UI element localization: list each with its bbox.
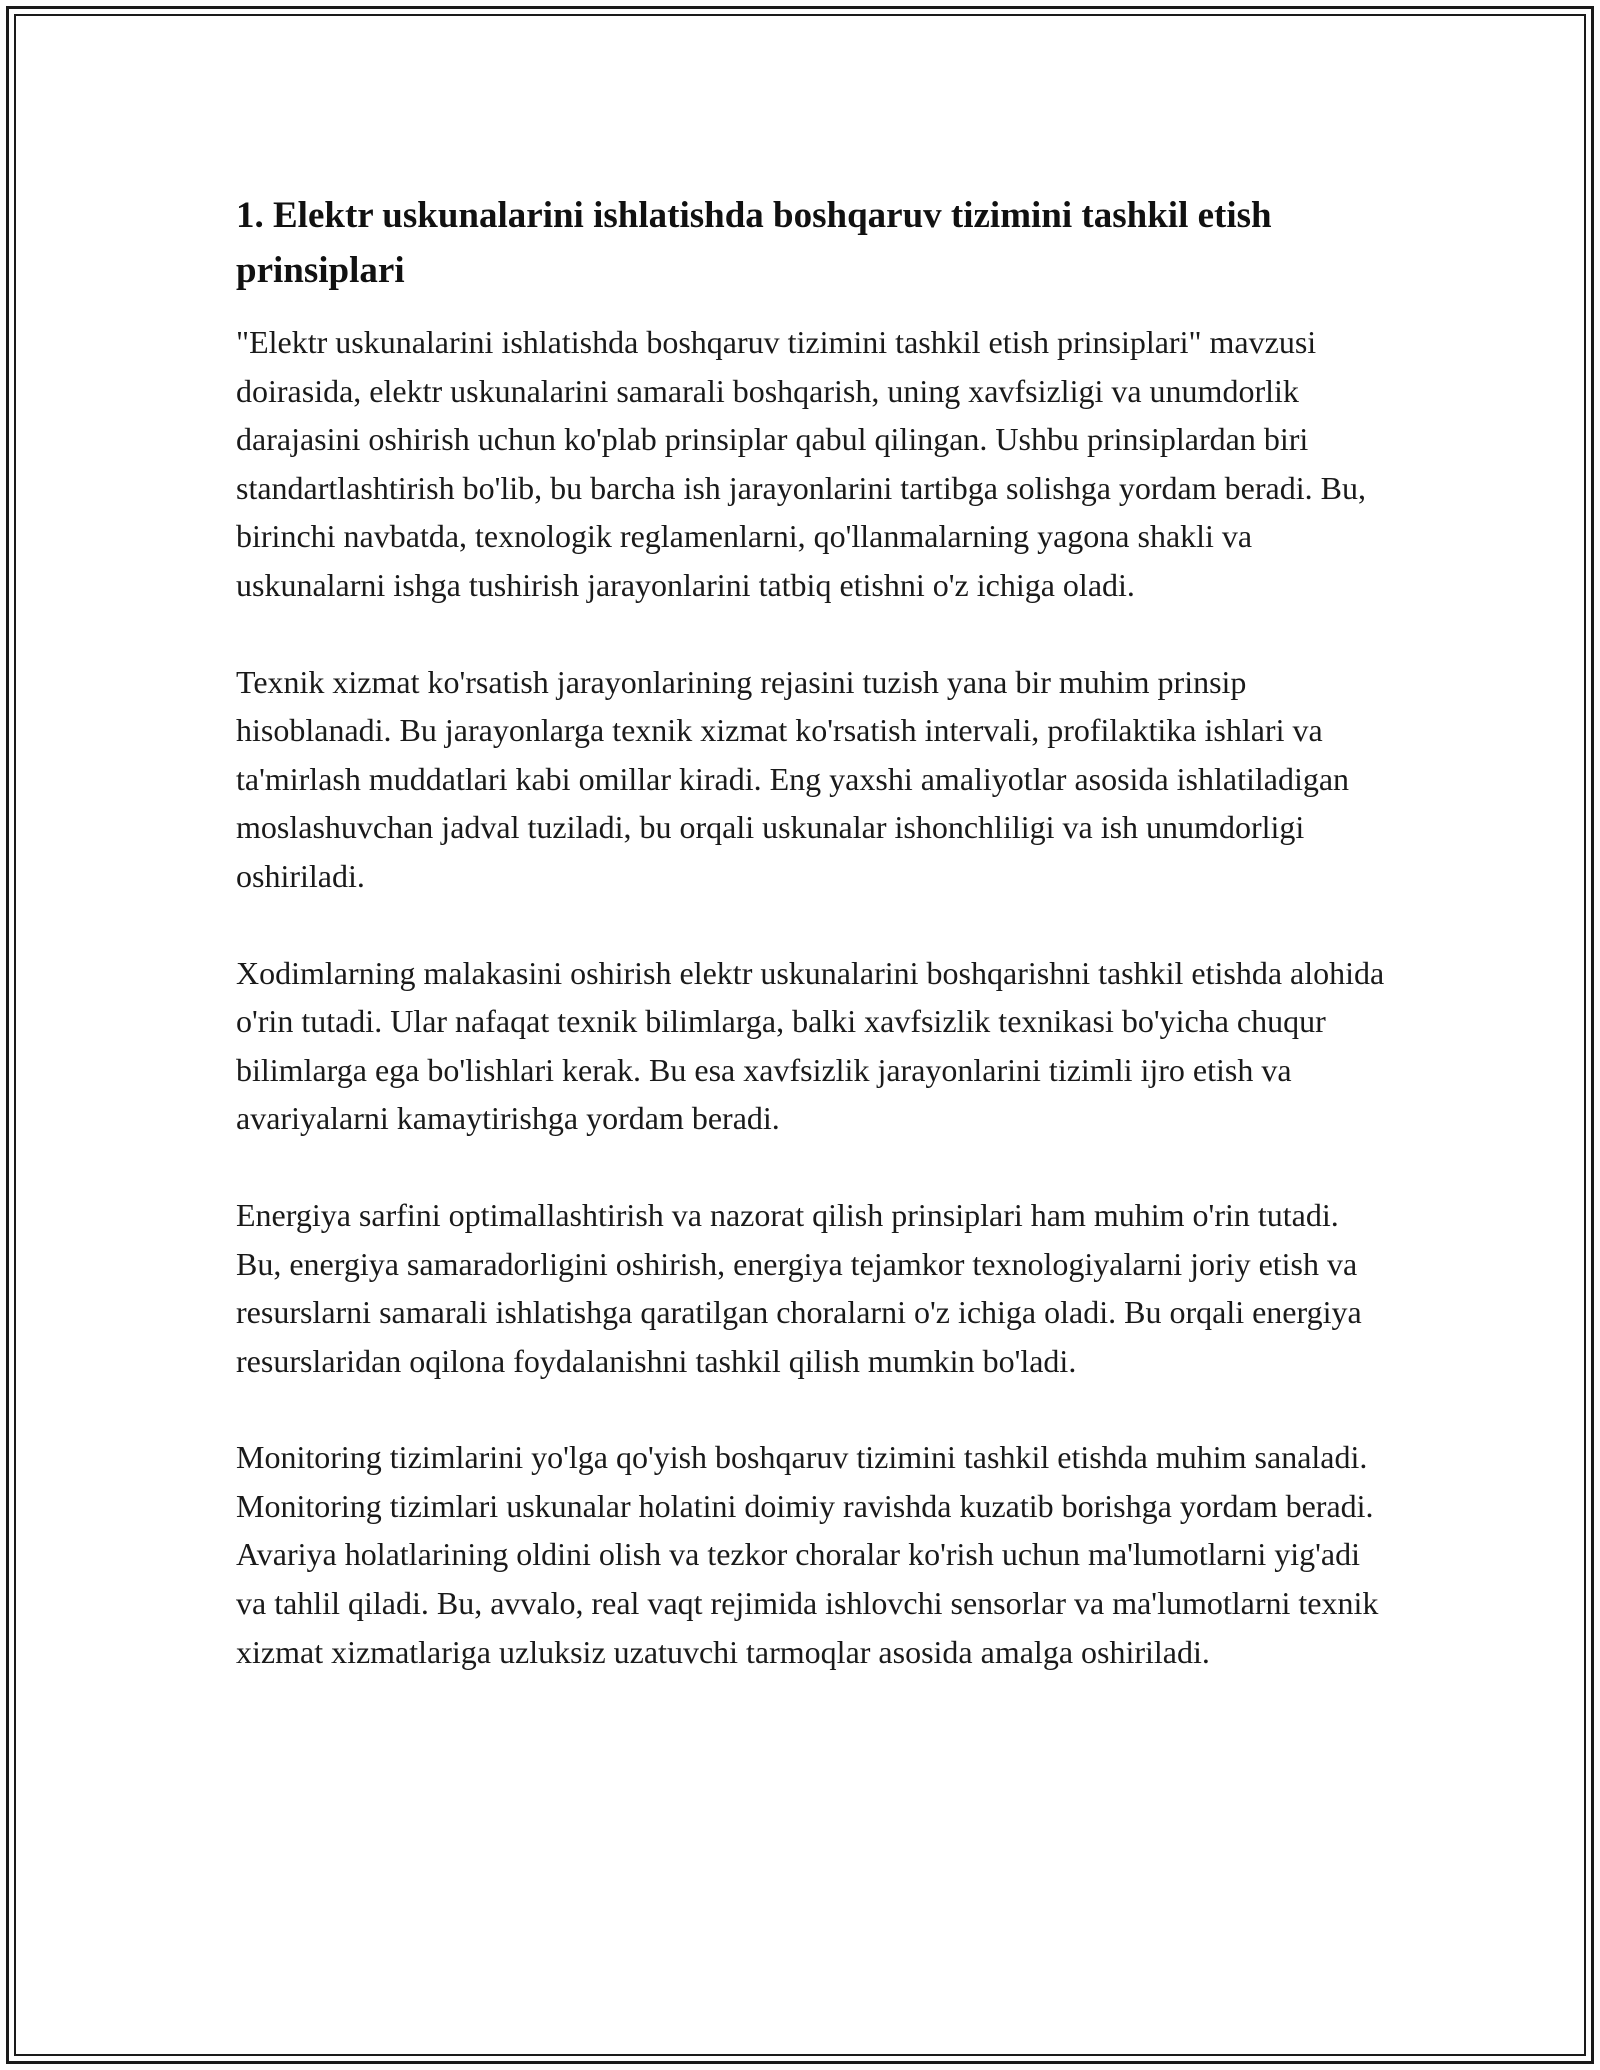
document-body [236, 188, 1386, 1724]
paragraph-staff-qualification: Xodimlarning malakasini oshirish elektr uskunalarini boshqarishni tashkil etishda alohida o'rin tutadi. Ular nafaqat texnik bilimlarga, balki xavfsizlik texnikasi bo'yicha chuqur bilimlarga ega bo'lishlari kerak. Bu esa xavfsizlik jarayonlarini tizimli ijro etish va avariyalarni kamaytirishga yordam beradi. [236, 954, 1385, 1137]
paragraph-energy-optimization: Energiya sarfini optimallashtirish va nazorat qilish prinsiplari ham muhim o'rin tutadi. Bu, energiya samaradorligini oshirish, energiya tejamkor texnologiyalarni joriy etish va resurslarni samarali ishlatishga qaratilgan choralarni o'z ichiga oladi. Bu orqali energiya resurslaridan oqilona foydalanishni tashkil qilish mumkin bo'ladi. [236, 1196, 1362, 1379]
paragraph-monitoring-systems: Monitoring tizimlarini yo'lga qo'yish boshqaruv tizimini tashkil etishda muhim sanaladi. Monitoring tizimlari uskunalar holatini doimiy ravishda kuzatib borishga yordam beradi. Avariya holatlarining oldini olish va tezkor choralar ko'rish uchun ma'lumotlarni yig'adi va tahlil qiladi. Bu, avvalo, real vaqt rejimida ishlovchi sensorlar va ma'lumotlarni texnik xizmat xizmatlariga uzluksiz uzatuvchi tarmoqlar asosida amalga oshiriladi. [236, 1439, 1379, 1670]
paragraph-standardization: "Elektr uskunalarini ishlatishda boshqaruv tizimini tashkil etish prinsiplari" mavzusi doirasida, elektr uskunalarini samarali boshqarish, uning xavfsizligi va unumdorlik darajasini oshirish uchun ko'plab prinsiplar qabul qilingan. Ushbu prinsiplardan biri standartlashtirish bo'lib, bu barcha ish jarayonlarini tartibga solishga yordam beradi. Bu, birinchi navbatda, texnologik reglamenlarni, qo'llanmalarning yagona shakli va uskunalarni ishga tushirish jarayonlarini tatbiq etishni o'z ichiga oladi. [236, 324, 1366, 603]
document-title: 1. Elektr uskunalarini ishlatishda boshqaruv tizimini tashkil etish prinsiplari [236, 195, 1272, 291]
paragraph-maintenance-planning: Texnik xizmat ko'rsatish jarayonlarining rejasini tuzish yana bir muhim prinsip hisoblanadi. Bu jarayonlarga texnik xizmat ko'rsatish intervali, profilaktika ishlari va ta'mirlash muddatlari kabi omillar kiradi. Eng yaxshi amaliyotlar asosida ishlatiladigan moslashuvchan jadval tuziladi, bu orqali uskunalar ishonchliligi va ish unumdorligi oshiriladi. [236, 663, 1350, 894]
